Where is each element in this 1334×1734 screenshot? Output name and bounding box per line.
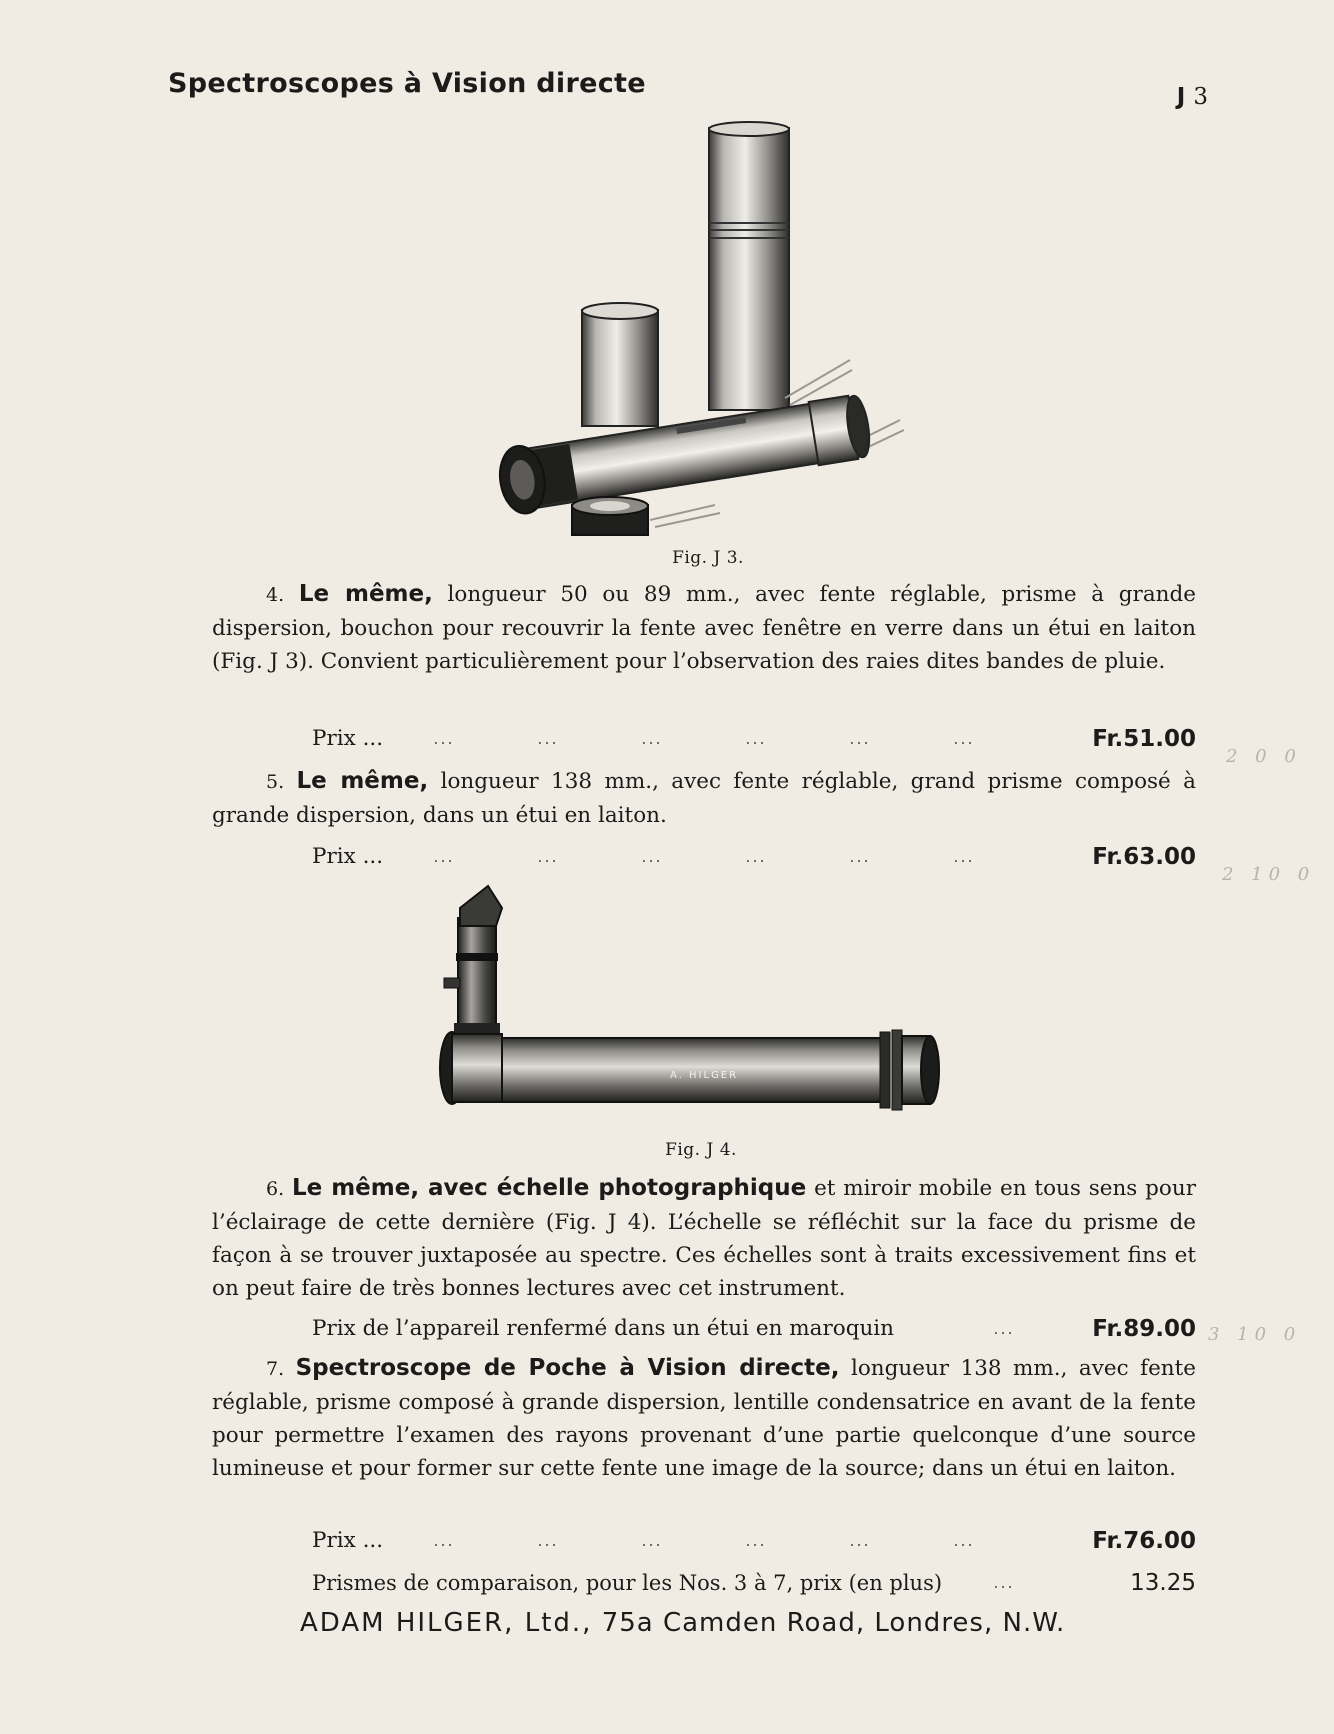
- item-description: longueur 138 mm., avec fente réglable, prisme composé à grande dispersion, lentille condensatrice en avant de la fente pour permettre l’examen des rayons provenant d’une partie quelconque d’une source lumineuse et pour former sur cette fente une image de la source; dans un étui en laiton.: [212, 1356, 1196, 1481]
- item-lead: Spectroscope de Poche à Vision directe,: [295, 1355, 840, 1381]
- catalog-item-4: [212, 578, 1196, 678]
- item-lead: Le même, avec échelle photographique: [291, 1175, 807, 1201]
- page-number: [1177, 84, 1208, 110]
- price-label: Prix ...: [312, 726, 384, 751]
- dot-leader: ... ... ... ... ... ...: [433, 729, 975, 748]
- item-number: 6.: [266, 1178, 285, 1200]
- small-cap-cylinder: [582, 303, 658, 426]
- price-row-item-5: [312, 840, 1196, 874]
- item-description: longueur 50 ou 89 mm., avec fente réglable, prisme à grande dispersion, bouchon pour recouvrir la fente avec fenêtre en verre dans un étui en laiton (Fig. J 3). Convient particulièrement pour l’observation des raies dites bandes de pluie.: [212, 582, 1196, 674]
- page-number-value: 3: [1193, 84, 1208, 110]
- catalog-item-6: [212, 1172, 1196, 1305]
- figure-j4-illustration: [430, 878, 970, 1123]
- price-row-item-6: [312, 1312, 1196, 1346]
- item-number: 5.: [266, 771, 285, 793]
- catalog-item-5: [212, 765, 1196, 832]
- spectroscope-tube: [495, 391, 873, 516]
- section-letter: J: [1176, 84, 1186, 110]
- dot-leader: ... ... ... ... ... ...: [433, 1531, 975, 1550]
- tall-case-cylinder: [709, 122, 789, 410]
- figure-j3-caption: Fig. J 3.: [672, 548, 744, 568]
- item-number: 7.: [266, 1358, 285, 1380]
- price-amount: Fr.76.00: [1092, 1528, 1196, 1554]
- publisher-footer: [300, 1608, 1100, 1638]
- price-row-comparison-prisms: [312, 1566, 1196, 1600]
- price-amount: Fr.89.00: [1092, 1316, 1196, 1342]
- price-row-item-4: [312, 722, 1196, 756]
- pencil-note: 3 10 0: [1208, 1324, 1302, 1345]
- main-tube: [440, 1030, 939, 1110]
- figure-j3-illustration: [480, 120, 940, 545]
- item-description: longueur 138 mm., avec fente réglable, grand prisme composé à grande dispersion, dans un étui en laiton.: [212, 769, 1196, 828]
- page-header: [168, 68, 1208, 118]
- dot-leader: ...: [993, 1319, 1015, 1338]
- price-label: Prix ...: [312, 1528, 384, 1553]
- item-lead: Le même,: [296, 768, 429, 794]
- company-address: 75a Camden Road, Londres, N.W.: [601, 1608, 1066, 1638]
- scale-arm: [444, 886, 502, 1048]
- price-label: Prix ...: [312, 844, 384, 869]
- extra-price-amount: 13.25: [1130, 1570, 1196, 1596]
- item-description: et miroir mobile en tous sens pour l’éclairage de cette dernière (Fig. J 4). L’échelle se réfléchit sur la face du prisme de façon à se trouver juxtaposée au spectre. Ces échelles sont à traits excessivement fins et on peut faire de très bonnes lectures avec cet instrument.: [212, 1176, 1196, 1301]
- dot-leader: ...: [993, 1573, 1015, 1592]
- price-amount: Fr.51.00: [1092, 726, 1196, 752]
- extra-price-label: Prismes de comparaison, pour les Nos. 3 à 7, prix (en plus): [312, 1571, 943, 1595]
- pencil-note: 2 0 0: [1226, 746, 1302, 767]
- item-number: 4.: [266, 584, 285, 606]
- dot-leader: ... ... ... ... ... ...: [433, 847, 975, 866]
- catalog-item-7: [212, 1352, 1196, 1485]
- pencil-note: 2 10 0: [1222, 864, 1316, 885]
- company-name: ADAM HILGER, Ltd.,: [300, 1608, 593, 1638]
- price-row-item-7: [312, 1524, 1196, 1558]
- price-label: Prix de l’appareil renfermé dans un étui en maroquin: [312, 1316, 895, 1341]
- figure-j4-caption: Fig. J 4.: [665, 1140, 737, 1160]
- lens-cap: [572, 497, 648, 535]
- item-lead: Le même,: [298, 581, 433, 607]
- price-amount: Fr.63.00: [1092, 844, 1196, 870]
- tube-engraving: A. HILGER: [670, 1070, 739, 1081]
- page-title: Spectroscopes à Vision directe: [168, 68, 646, 99]
